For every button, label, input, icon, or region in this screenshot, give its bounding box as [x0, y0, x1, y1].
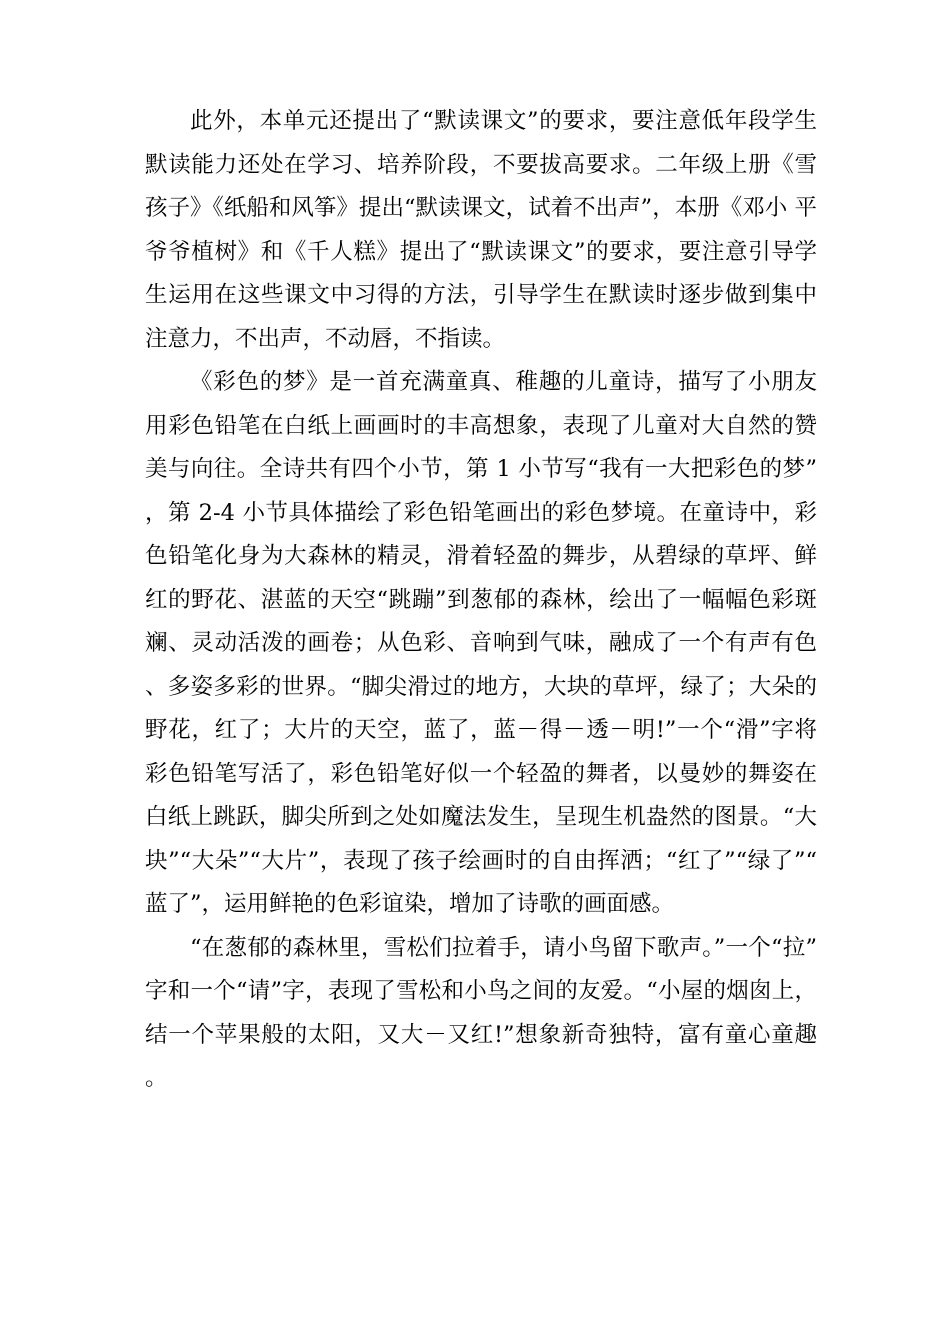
document-body — [145, 100, 817, 1101]
paragraph-forest-scene: “在葱郁的森林里，雪松们拉着手，请小鸟留下歌声。”一个“拉”字和一个“请”字，表现了雪松和小鸟之间的友爱。“小屋的烟囱上，结一个苹果般的太阳，又大－又红!”想象新奇独特，富有童心童趣。 — [145, 934, 817, 1091]
paragraph-colorful-dream: 《彩色的梦》是一首充满童真、稚趣的儿童诗，描写了小朋友用彩色铅笔在白纸上画画时的丰高想象，表现了儿童对大自然的赞美与向往。全诗共有四个小节，第 1 小节写“我有一大把彩色的梦”，第 2-4 小节具体描绘了彩色铅笔画出的彩色梦境。在童诗中，彩色铅笔化身为大森林的精灵，滑着轻盈的舞步，从碧绿的草坪、鲜红的野花、湛蓝的天空“跳蹦”到葱郁的森林，绘出了一幅幅色彩斑斓、灵动活泼的画卷；从色彩、音响到气味，融成了一个有声有色、多姿多彩的世界。“脚尖滑过的地方，大块的草坪，绿了；大朵的野花，红了；大片的天空，蓝了，蓝－得－透－明!”一个“滑”字将彩色铅笔写活了，彩色铅笔好似一个轻盈的舞者，以曼妙的舞姿在白纸上跳跃，脚尖所到之处如魔法发生，呈现生机盎然的图景。“大块”“大朵”“大片”，表现了孩子绘画时的自由挥洒；“红了”“绿了”“蓝了”，运用鲜艳的色彩谊染，增加了诗歌的画面感。 — [145, 369, 817, 917]
paragraph-silent-reading: 此外，本单元还提出了“默读课文”的要求，要注意低年段学生默读能力还处在学习、培养阶段，不要拔高要求。二年级上册《雪孩子》《纸船和风筝》提出“默读课文，试着不出声”，本册《邓小 平爷爷植树》和《千人糕》提出了“默读课文”的要求，要注意引导学生运用在这些课文中习得的方法，引导学生在默读时逐步做到集中注意力，不出声，不动唇，不指读。 — [145, 108, 817, 352]
